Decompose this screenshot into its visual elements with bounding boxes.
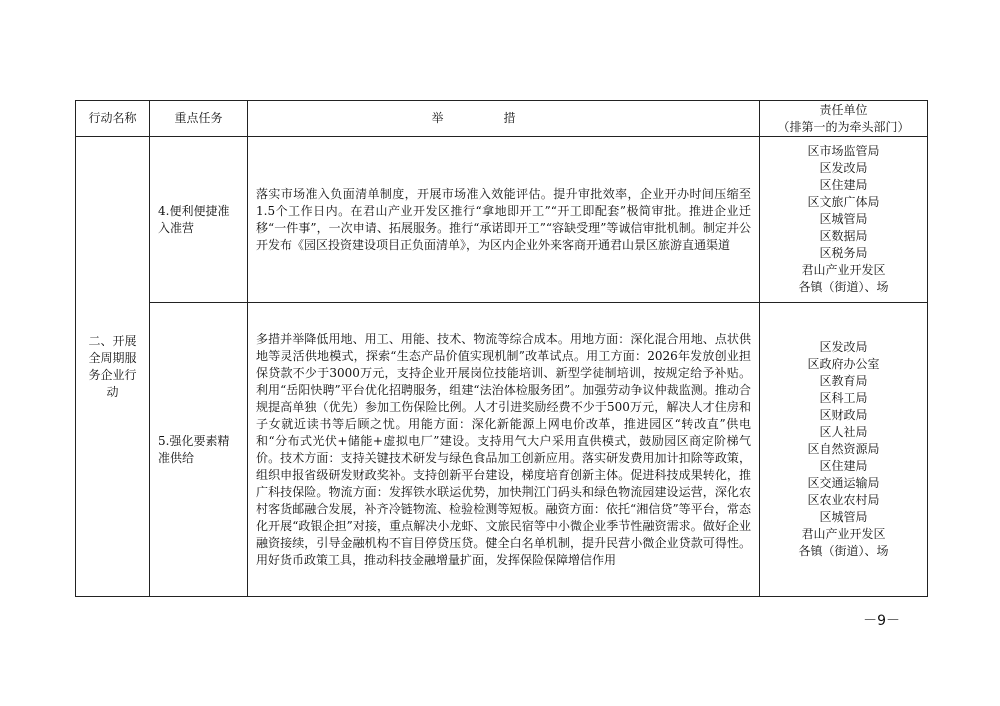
header-unit-line1: 责任单位 bbox=[819, 102, 868, 117]
unit-item: 各镇（街道）、场 bbox=[798, 280, 889, 294]
unit-item: 区自然资源局 bbox=[807, 442, 880, 456]
unit-item: 区发改局 bbox=[819, 340, 868, 354]
unit-item: 各镇（街道）、场 bbox=[798, 544, 889, 558]
unit-item: 区科工局 bbox=[819, 391, 868, 405]
unit-item: 区人社局 bbox=[819, 425, 868, 439]
unit-item: 区税务局 bbox=[819, 246, 868, 260]
unit-item: 区城管局 bbox=[819, 212, 868, 226]
task-cell: 4.便利便捷准入准营 bbox=[150, 137, 248, 303]
unit-cell bbox=[760, 137, 928, 303]
measure-cell: 多措并举降低用地、用工、用能、技术、物流等综合成本。用地方面：深化混合用地、点状供地等灵活供地模式，探索“生态产品价值实现机制”改革试点。用工方面：2026年发放创业担保贷款不少于3000万元，支持企业开展岗位技能培训、新型学徒制培训，按规定给予补贴。利用“岳阳快聘”平台优化招聘服务，组建“法治体检服务团”。加强劳动争议仲裁监测。推动合规提高单独（优先）参加工伤保险比例。人才引进奖励经费不少于500万元，解决人才住房和子女就近读书等后顾之忧。用能方面：深化新能源上网电价改革，推进园区“转改直”供电和“分布式光伏+储能+虚拟电厂”建设。支持用气大户采用直供模式，鼓励园区商定阶梯气价。技术方面：支持关键技术研发与绿色食品加工创新应用。落实研发费用加计扣除等政策，组织申报省级研发财政奖补。支持创新平台建设，梯度培育创新主体。促进科技成果转化，推广科技保险。物流方面：发挥铁水联运优势，加快荆江门码头和绿色物流园建设运营，深化农村客货邮融合发展，补齐冷链物流、检验检测等短板。融资方面：依托“湘信贷”等平台，常态化开展“政银企担”对接，重点解决小龙虾、文旅民宿等中小微企业季节性融资需求。做好企业融资接续，引导金融机构不盲目停贷压贷。健全白名单机制，提升民营小微企业贷款可得性。用好货币政策工具，推动科技金融增量扩面，发挥保险保障增信作用 bbox=[248, 303, 760, 597]
unit-item: 区住建局 bbox=[819, 178, 868, 192]
unit-item: 区文旅广体局 bbox=[807, 195, 880, 209]
unit-item: 区住建局 bbox=[819, 459, 868, 473]
action-plan-table bbox=[75, 100, 928, 597]
header-measure: 举措 bbox=[248, 101, 760, 137]
action-name-cell: 二、开展全周期服务企业行动 bbox=[76, 137, 150, 597]
unit-item: 区交通运输局 bbox=[807, 476, 880, 490]
unit-item: 区数据局 bbox=[819, 229, 868, 243]
unit-item: 君山产业开发区 bbox=[801, 527, 886, 541]
unit-item: 区农业农村局 bbox=[807, 493, 880, 507]
unit-item: 区城管局 bbox=[819, 510, 868, 524]
unit-item: 区财政局 bbox=[819, 408, 868, 422]
table-row bbox=[76, 137, 928, 303]
unit-item: 区发改局 bbox=[819, 161, 868, 175]
unit-item: 区市场监管局 bbox=[807, 144, 880, 158]
header-unit-line2: （排第一的为牵头部门） bbox=[777, 119, 910, 134]
table-header-row bbox=[76, 101, 928, 137]
header-key-task: 重点任务 bbox=[150, 101, 248, 137]
unit-item: 区教育局 bbox=[819, 374, 868, 388]
header-responsible-unit bbox=[760, 101, 928, 137]
page-number: －9－ bbox=[863, 613, 900, 629]
unit-item: 君山产业开发区 bbox=[801, 263, 886, 277]
unit-item: 区政府办公室 bbox=[807, 357, 880, 371]
measure-cell: 落实市场准入负面清单制度，开展市场准入效能评估。提升审批效率，企业开办时间压缩至1.5个工作日内。在君山产业开发区推行“拿地即开工”“开工即配套”极简审批。推进企业迁移“一件事”，一次申请、拓展服务。推行“承诺即开工”“容缺受理”等诚信审批机制。制定并公开发布《园区投资建设项目正负面清单》，为区内企业外来客商开通君山景区旅游直通渠道 bbox=[248, 137, 760, 303]
table-row bbox=[76, 303, 928, 597]
unit-cell bbox=[760, 303, 928, 597]
task-cell: 5.强化要素精准供给 bbox=[150, 303, 248, 597]
header-action-name: 行动名称 bbox=[76, 101, 150, 137]
